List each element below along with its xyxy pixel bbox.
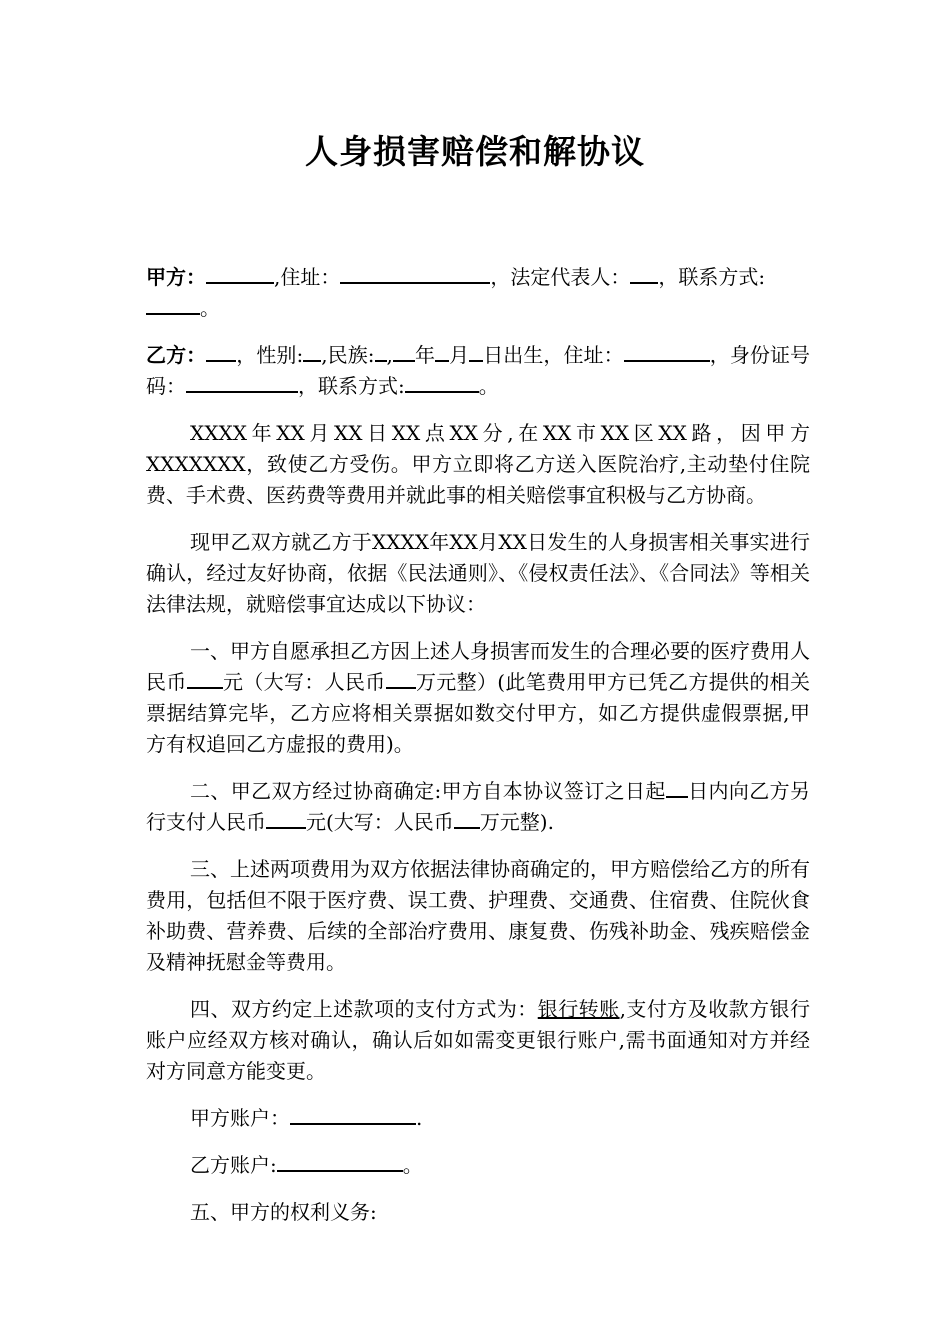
party-a-address-blank[interactable] bbox=[340, 262, 490, 284]
clause-4: 四、双方约定上述款项的支付方式为：银行转账,支付方及收款方银行账户应经双方核对确认，确认后如如需变更银行账户,需书面通知对方并经对方同意方能变更。 bbox=[146, 997, 811, 1083]
party-b-line: 乙方： ，性别: ,民族: , 年 月 日出生，住址： ，身份证号码： ，联系方式: 。 bbox=[146, 340, 810, 402]
medical-amount-blank[interactable] bbox=[187, 667, 223, 689]
party-a-line: 甲方： ,住址： ，法定代表人： ，联系方式: 。 bbox=[146, 262, 810, 324]
party-a-contact-blank[interactable] bbox=[146, 293, 200, 315]
incident-paragraph: XXXX年XX月XX日XX点XX分,在XX市XX区XX路，因甲方XXXXXXX，致使乙方受伤。甲方立即将乙方送入医院治疗,主动垫付住院费、手术费、医药费等费用并就此事的相关赔偿事宜积极与乙方协商。 bbox=[146, 421, 810, 507]
party-b-account-line: 乙方账户: 。 bbox=[146, 1150, 810, 1181]
party-b-day-blank[interactable] bbox=[469, 340, 483, 362]
party-a-label: 甲方： bbox=[146, 265, 206, 289]
extra-amount-blank[interactable] bbox=[266, 807, 306, 829]
extra-amount-words-blank[interactable] bbox=[454, 807, 480, 829]
party-b-ethnicity-blank[interactable] bbox=[375, 340, 387, 362]
clause-1: 一、甲方自愿承担乙方因上述人身损害而发生的合理必要的医疗费用人民币 元（大写：人民币 万元整）(此笔费用甲方已凭乙方提供的相关票据结算完毕，乙方应将相关票据如数交付甲方，如乙方提供虚假票据,甲方有权追回乙方虚报的费用)。 bbox=[146, 639, 811, 756]
document-title: 人身损害赔偿和解协议 bbox=[305, 132, 645, 171]
payment-method: 银行转账 bbox=[537, 997, 620, 1021]
payment-days-blank[interactable] bbox=[666, 776, 688, 798]
party-b-id-blank[interactable] bbox=[186, 371, 298, 393]
medical-amount-words-blank[interactable] bbox=[386, 667, 416, 689]
clause-5-heading: 五、甲方的权利义务: bbox=[190, 1200, 377, 1224]
party-b-year-blank[interactable] bbox=[393, 340, 415, 362]
party-a-rep-blank[interactable] bbox=[630, 262, 658, 284]
party-b-name-blank[interactable] bbox=[206, 340, 236, 362]
party-a-account-blank[interactable] bbox=[290, 1103, 416, 1125]
party-b-label: 乙方： bbox=[146, 343, 207, 367]
clause-3: 三、上述两项费用为双方依据法律协商确定的，甲方赔偿给乙方的所有费用，包括但不限于医疗费、误工费、护理费、交通费、住宿费、住院伙食补助费、营养费、后续的全部治疗费用、康复费、伤残补助金、残疾赔偿金及精神抚慰金等费用。 bbox=[146, 857, 810, 974]
confirmation-paragraph: 现甲乙双方就乙方于XXXX年XX月XX日发生的人身损害相关事实进行确认，经过友好协商，依据《民法通则》、《侵权责任法》、《合同法》等相关法律法规，就赔偿事宜达成以下协议： bbox=[146, 530, 810, 616]
clause-2: 二、甲乙双方经过协商确定:甲方自本协议签订之日起 日内向乙方另行支付人民币 元(大写：人民币 万元整). bbox=[146, 776, 810, 838]
party-b-month-blank[interactable] bbox=[435, 340, 449, 362]
party-a-name-blank[interactable] bbox=[206, 262, 274, 284]
document-body bbox=[146, 262, 810, 1244]
party-b-account-blank[interactable] bbox=[277, 1150, 403, 1172]
party-b-gender-blank[interactable] bbox=[303, 340, 321, 362]
party-b-contact-blank[interactable] bbox=[405, 371, 479, 393]
party-a-account-line: 甲方账户： . bbox=[146, 1103, 810, 1134]
party-b-address-blank[interactable] bbox=[624, 340, 710, 362]
